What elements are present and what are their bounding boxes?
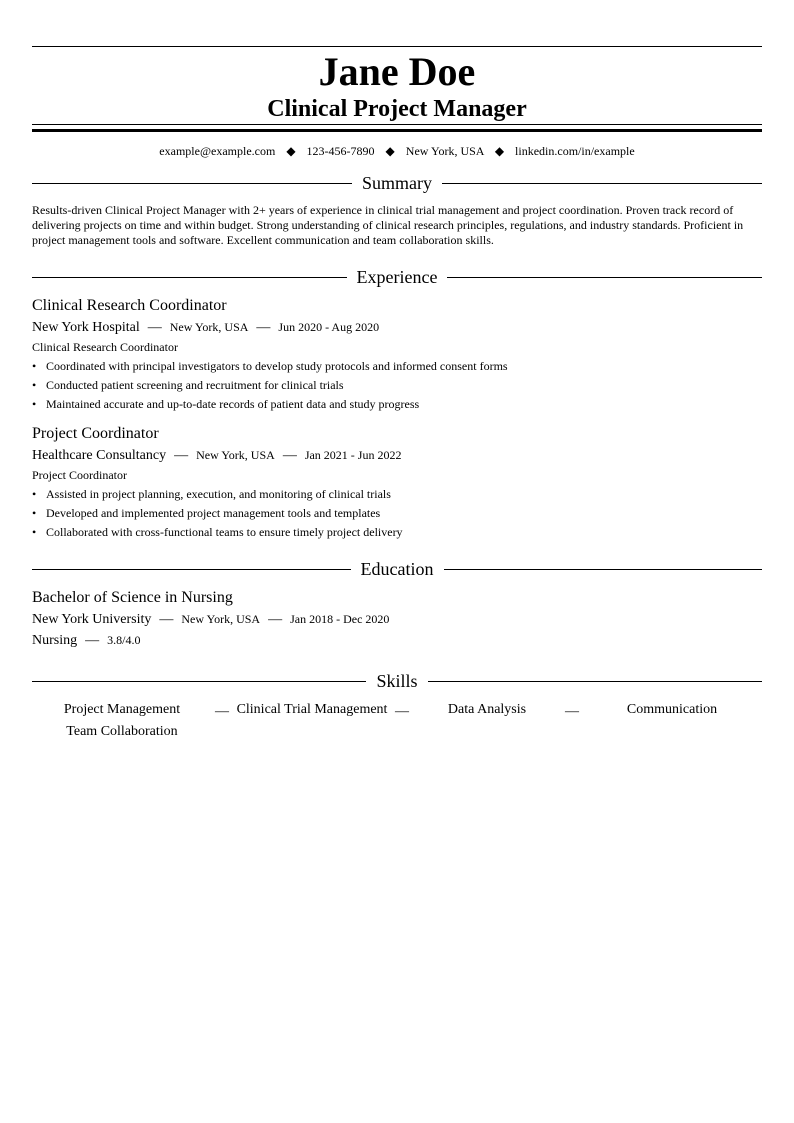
dash-separator: —	[565, 704, 579, 719]
bullet-icon: •	[32, 378, 37, 392]
job-role: Clinical Research Coordinator	[32, 340, 178, 354]
job-title: Clinical Research Coordinator	[32, 297, 227, 314]
dash-separator: —	[215, 704, 229, 719]
education-entry	[32, 588, 762, 650]
bullet-icon: •	[32, 487, 37, 501]
job-meta	[32, 446, 762, 465]
diamond-icon: ◆	[385, 144, 395, 158]
job-company: Healthcare Consultancy	[32, 448, 167, 463]
dash-separator: —	[85, 633, 100, 648]
contact-line	[32, 144, 762, 158]
skills-heading	[32, 670, 762, 692]
job-bullets	[32, 359, 762, 412]
job-meta	[32, 318, 762, 337]
section-title: Summary	[362, 173, 432, 193]
dash-separator: —	[174, 448, 189, 463]
skills-list	[32, 700, 762, 742]
contact-email[interactable]: example@example.com	[159, 144, 276, 158]
school: New York University	[32, 612, 152, 627]
diamond-icon: ◆	[286, 144, 296, 158]
list-item: • Maintained accurate and up-to-date records of patient data and study progress	[32, 397, 420, 411]
section-title: Experience	[356, 267, 438, 287]
header-double-rule	[32, 124, 762, 132]
list-item: • Developed and implemented project management tools and templates	[32, 506, 381, 520]
contact-location: New York, USA	[405, 144, 484, 158]
job-company: New York Hospital	[32, 320, 140, 335]
education-heading	[32, 558, 762, 580]
school-location: New York, USA	[181, 612, 261, 626]
section-title: Skills	[376, 671, 418, 691]
experience-heading	[32, 266, 762, 288]
field-of-study: Nursing	[32, 633, 78, 648]
job-bullets	[32, 487, 762, 540]
list-item: • Conducted patient screening and recruitment for clinical trials	[32, 378, 344, 392]
degree: Bachelor of Science in Nursing	[32, 589, 233, 606]
summary-heading	[32, 172, 762, 194]
job-role: Project Coordinator	[32, 468, 127, 482]
resume-page	[32, 46, 762, 742]
top-rule	[32, 46, 762, 47]
bullet-icon: •	[32, 525, 37, 539]
dash-separator: —	[147, 320, 162, 335]
skill-item: Clinical Trial Management	[236, 702, 388, 717]
candidate-name: Jane Doe	[318, 49, 476, 94]
dash-separator: —	[395, 704, 409, 719]
education-field	[32, 631, 762, 650]
job-dates: Jun 2020 - Aug 2020	[278, 320, 380, 334]
dash-separator: —	[159, 612, 174, 627]
skill-item: Communication	[626, 702, 718, 717]
dash-separator: —	[268, 612, 283, 627]
dash-separator: —	[282, 448, 297, 463]
diamond-icon: ◆	[494, 144, 505, 158]
list-item: • Assisted in project planning, execution, and monitoring of clinical trials	[32, 487, 391, 501]
skill-item: Project Management	[63, 702, 181, 717]
education-meta	[32, 610, 762, 629]
bullet-icon: •	[32, 359, 37, 373]
contact-linkedin[interactable]: linkedin.com/in/example	[515, 144, 635, 158]
dash-separator: —	[256, 320, 271, 335]
summary-text: Results-driven Clinical Project Manager with 2+ years of experience in clinical trial management and project coordination. Proven track record of delivering projects on time and within budget. Strong understanding of clinical research principles, regulations, and industry standards. Proficient in project management tools and software. Excellent communication and team collaboration skills.	[32, 203, 744, 247]
section-title: Education	[360, 559, 434, 579]
job-title: Project Coordinator	[32, 425, 159, 442]
job-dates: Jan 2021 - Jun 2022	[304, 448, 402, 462]
list-item: • Collaborated with cross-functional teams to ensure timely project delivery	[32, 525, 403, 539]
gpa: 3.8/4.0	[107, 633, 141, 647]
job-location: New York, USA	[169, 320, 249, 334]
bullet-icon: •	[32, 397, 37, 411]
list-item: • Coordinated with principal investigators to develop study protocols and informed consent forms	[32, 359, 508, 373]
education-dates: Jan 2018 - Dec 2020	[290, 612, 390, 626]
skill-item: Team Collaboration	[66, 724, 178, 739]
experience-entry	[32, 424, 762, 540]
experience-entry	[32, 296, 762, 412]
bullet-icon: •	[32, 506, 37, 520]
skill-item: Data Analysis	[447, 702, 527, 717]
job-location: New York, USA	[196, 448, 275, 462]
candidate-title: Clinical Project Manager	[267, 96, 527, 122]
contact-phone: 123-456-7890	[306, 144, 375, 158]
